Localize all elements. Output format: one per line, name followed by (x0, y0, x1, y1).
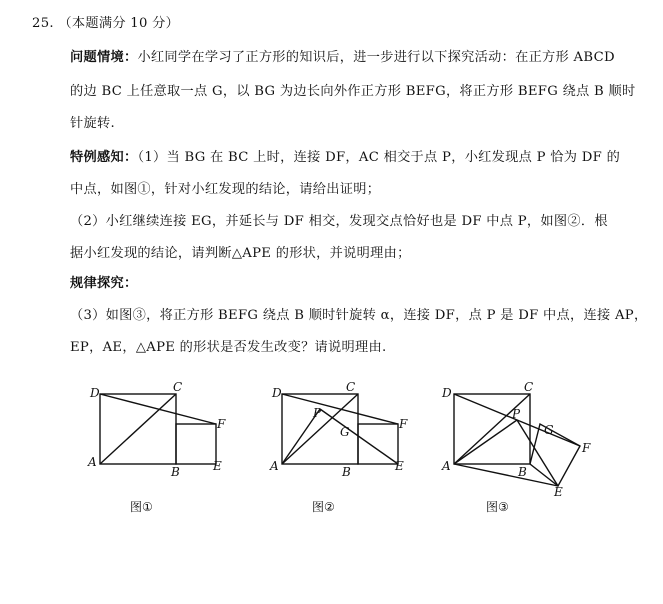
intro-line-3: 针旋转. (70, 116, 115, 131)
special-heading: 特例感知： (70, 150, 138, 165)
intro-line-2: 的边 BC 上任意取一点 G，以 BG 为边长向外作正方形 BEFG，将正方形 BEFG 绕点 B 顺时 (70, 84, 636, 99)
fig3-label-d: D (442, 386, 452, 400)
fig1-label-d: D (90, 386, 100, 400)
fig3-label-b: B (518, 465, 527, 479)
fig2-label-f: F (399, 417, 408, 431)
fig2-label-p: P (313, 406, 322, 420)
problem-score: （本题满分 10 分） (58, 16, 180, 31)
intro-heading: 问题情境： (70, 50, 138, 65)
pattern-heading: 规律探究： (70, 276, 138, 291)
fig1-label-f: F (217, 417, 226, 431)
fig2-label-b: B (342, 465, 351, 478)
fig3-segment-ae (454, 464, 558, 486)
figure-1 (80, 378, 230, 478)
fig3-diagonal-ac (454, 394, 530, 464)
q3-line-1: （3）如图③，将正方形 BEFG 绕点 B 顺时针旋转 α，连接 DF，点 P 是 DF 中点，连接 AP， (70, 308, 648, 323)
figure-2 (262, 378, 412, 478)
q2-line-2: 据小红发现的结论，请判断△APE 的形状，并说明理由； (70, 246, 411, 261)
problem-header (32, 12, 179, 31)
fig3-label-e: E (554, 485, 563, 498)
problem-number: 25. (32, 16, 54, 31)
fig1-square-befg (176, 424, 216, 464)
fig2-label-e: E (395, 459, 404, 473)
figure-3 (434, 378, 604, 498)
fig3-label-g: G (544, 423, 554, 437)
fig1-label-c: C (173, 380, 183, 394)
fig3-label-f: F (582, 441, 591, 455)
figure-1-caption: 图① (130, 500, 153, 514)
fig3-square-befg-rotated (530, 424, 580, 486)
fig2-label-d: D (272, 386, 282, 400)
fig2-label-c: C (346, 380, 356, 394)
fig2-label-a: A (270, 459, 279, 473)
q2-line-1: （2）小红继续连接 EG，并延长与 DF 相交，发现交点恰好也是 DF 中点 P，如图②．根 (70, 214, 608, 229)
q1-line-2: 中点，如图①，针对小红发现的结论，请给出证明； (70, 182, 381, 197)
fig3-label-c: C (524, 380, 534, 394)
fig2-segment-eg-extended (320, 409, 398, 464)
fig1-label-a: A (88, 455, 97, 469)
fig2-segment-df (282, 394, 398, 424)
fig3-label-a: A (442, 459, 451, 473)
fig2-square-befg (358, 424, 398, 464)
fig2-label-g: G (340, 425, 350, 439)
q1-line-1 (70, 146, 620, 165)
fig3-label-p: P (512, 407, 521, 421)
fig1-label-e: E (213, 459, 222, 473)
figure-2-caption: 图② (312, 500, 335, 514)
fig1-label-b: B (171, 465, 180, 478)
fig3-segment-ap (454, 420, 517, 464)
q3-line-2: EP，AE，△APE 的形状是否发生改变？请说明理由. (70, 340, 387, 355)
fig1-segment-df (100, 394, 216, 424)
intro-text-1: 小红同学在学习了正方形的知识后，进一步进行以下探究活动：在正方形 ABCD (137, 50, 615, 65)
figure-3-caption: 图③ (486, 500, 509, 514)
q1-text-1: （1）当 BG 在 BC 上时，连接 DF，AC 相交于点 P，小红发现点 P 恰为 DF 的 (137, 150, 621, 165)
intro-line-1 (70, 46, 615, 65)
